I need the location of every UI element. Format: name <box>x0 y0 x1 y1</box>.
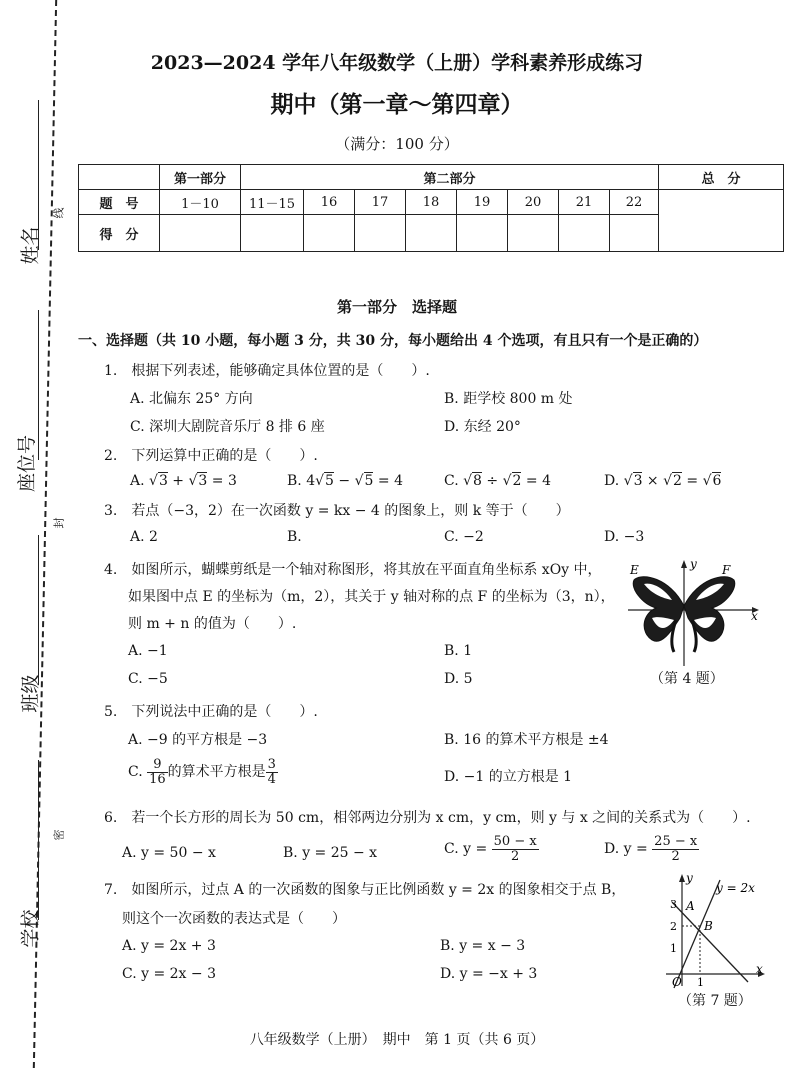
q4-fig-label-e: E <box>630 563 639 577</box>
section-instruction: 一、选择题（共 10 小题，每小题 3 分，共 30 分，每小题给出 4 个选项，有且只有一个是正确的） <box>78 333 708 349</box>
col-11-15: 11－15 <box>241 190 304 215</box>
q7-fig-tick-3: 3 <box>670 898 677 911</box>
score-cell-16[interactable] <box>304 215 355 252</box>
q6-option-c <box>444 835 539 863</box>
col-19: 19 <box>457 190 508 215</box>
q5-option-b: B. 16 的算术平方根是 ±4 <box>444 732 609 748</box>
school-underline <box>38 760 39 920</box>
q5-c-middle: 的算术平方根是 <box>167 764 266 781</box>
table-corner <box>79 165 160 190</box>
seal-mark-secret: 密 <box>52 829 66 841</box>
q4-option-b: B. 1 <box>444 643 473 659</box>
q4-fig-label-x: x <box>751 609 758 623</box>
seal-mark-seal: 封 <box>52 517 66 529</box>
q7-option-a: A. y = 2x + 3 <box>122 938 216 954</box>
q2-c-result: = 4 <box>521 473 551 489</box>
q7-fig-tick-1: 1 <box>670 942 677 955</box>
col-16: 16 <box>304 190 355 215</box>
q7-fig-tick-x1: 1 <box>697 976 704 989</box>
q2-option-c: C. √8 ÷ √2 = 4 <box>444 473 551 489</box>
q5-c-prefix: C. <box>128 764 148 781</box>
q2-b-result: = 4 <box>373 473 403 489</box>
q2-option-a: A. √3 + √3 = 3 <box>130 473 237 489</box>
section-title: 第一部分 选择题 <box>336 298 457 316</box>
seal-mark-line: 线 <box>52 207 66 219</box>
class-field-label: 班级 <box>19 674 42 713</box>
q7-fig-label-a: A <box>686 899 695 913</box>
q7-fig-label-y: y <box>686 871 693 885</box>
q7-option-c: C. y = 2x − 3 <box>122 966 216 982</box>
school-field-label: 学校 <box>19 909 42 948</box>
q5-c-fraction2: $\frac{3}{4}$ <box>267 757 276 787</box>
q2-option-d: D. √3 × √2 = √6 <box>604 473 722 489</box>
q6-c-fraction: $\frac{50 - x}{2}$ <box>493 834 537 864</box>
col-22: 22 <box>610 190 659 215</box>
q6-d-prefix: D. y = <box>604 841 653 858</box>
score-cell-21[interactable] <box>559 215 610 252</box>
q4-caption: （第 4 题） <box>650 671 724 687</box>
binding-dash-line <box>33 0 57 1068</box>
score-cell-18[interactable] <box>406 215 457 252</box>
q2-stem: 2. 下列运算中正确的是（ ）. <box>104 448 318 464</box>
q7-option-b: B. y = x − 3 <box>440 938 526 954</box>
q4-fig-label-y: y <box>690 558 697 571</box>
exam-subtitle: 期中（第一章～第四章） <box>270 91 524 118</box>
q3-stem: 3. 若点（−3，2）在一次函数 y = kx − 4 的图象上，则 k 等于（ ） <box>104 503 570 519</box>
q7-stem-line2: 则这个一次函数的表达式是（ ） <box>122 911 346 927</box>
col-20: 20 <box>508 190 559 215</box>
q4-stem-line2: 如果图中点 E 的坐标为（m，2），其关于 y 轴对称的点 F 的坐标为（3，n）， <box>128 589 615 605</box>
score-cell-22[interactable] <box>610 215 659 252</box>
q7-fig-label-line: y = 2x <box>716 881 755 895</box>
score-cell-20[interactable] <box>508 215 559 252</box>
q3-option-b: B. <box>287 529 302 545</box>
score-cell-17[interactable] <box>355 215 406 252</box>
score-table <box>78 164 784 252</box>
q4-stem-line1: 4. 如图所示，蝴蝶剪纸是一个轴对称图形，将其放在平面直角坐标系 xOy 中， <box>104 562 602 578</box>
q2-a-prefix: A. <box>130 473 150 489</box>
full-score: （满分：100 分） <box>335 135 459 153</box>
butterfly-figure <box>622 558 762 668</box>
q2-b-prefix: B. <box>287 473 307 489</box>
q4-stem-line3: 则 m + n 的值为（ ）. <box>128 616 297 632</box>
q3-option-c: C. −2 <box>444 529 484 545</box>
q6-option-a: A. y = 50 − x <box>122 845 216 861</box>
q5-option-c <box>128 758 278 786</box>
q4-fig-label-f: F <box>722 563 731 577</box>
q6-option-b: B. y = 25 − x <box>283 845 378 861</box>
name-field-label: 姓名 <box>19 226 42 265</box>
q1-option-a: A. 北偏东 25° 方向 <box>130 391 253 407</box>
q6-stem: 6. 若一个长方形的周长为 50 cm，相邻两边分别为 x cm，y cm，则 y 与 x 之间的关系式为（ ）. <box>104 810 751 826</box>
q5-stem: 5. 下列说法中正确的是（ ）. <box>104 704 318 720</box>
q5-option-d: D. −1 的立方根是 1 <box>444 769 573 785</box>
q2-d-prefix: D. <box>604 473 624 489</box>
col-18: 18 <box>406 190 457 215</box>
col-21: 21 <box>559 190 610 215</box>
score-row-label: 得 分 <box>79 215 160 252</box>
total-header: 总 分 <box>659 165 784 190</box>
q4-option-d: D. 5 <box>444 671 473 687</box>
part2-header: 第二部分 <box>241 165 659 190</box>
linear-function-figure <box>660 870 770 990</box>
q6-d-fraction: $\frac{25 - x}{2}$ <box>654 834 698 864</box>
q5-c-fraction1: $\frac{9}{16}$ <box>149 757 166 787</box>
q1-option-b: B. 距学校 800 m 处 <box>444 391 573 407</box>
q7-fig-label-x: x <box>756 962 763 976</box>
q6-c-prefix: C. y = <box>444 841 492 858</box>
q7-caption: （第 7 题） <box>678 993 752 1009</box>
q4-option-c: C. −5 <box>128 671 168 687</box>
q1-option-d: D. 东经 20° <box>444 419 521 435</box>
col-1-10: 1－10 <box>160 190 241 215</box>
q1-option-c: C. 深圳大剧院音乐厅 8 排 6 座 <box>130 419 325 435</box>
part1-header: 第一部分 <box>160 165 241 190</box>
class-underline <box>38 535 39 685</box>
score-cell-19[interactable] <box>457 215 508 252</box>
page-footer: 八年级数学（上册） 期中 第 1 页（共 6 页） <box>249 1032 545 1048</box>
total-score-cell[interactable] <box>659 190 784 252</box>
q7-fig-label-o: O <box>672 975 682 989</box>
q2-c-prefix: C. <box>444 473 464 489</box>
q7-fig-label-b: B <box>704 919 713 933</box>
q2-a-result: = 3 <box>207 473 237 489</box>
score-cell-1-10[interactable] <box>160 215 241 252</box>
q7-option-d: D. y = −x + 3 <box>440 966 538 982</box>
q3-option-a: A. 2 <box>130 529 158 545</box>
score-cell-11-15[interactable] <box>241 215 304 252</box>
q7-stem-line1: 7. 如图所示，过点 A 的一次函数的图象与正比例函数 y = 2x 的图象相交于点 B， <box>104 882 626 898</box>
q5-option-a: A. −9 的平方根是 −3 <box>128 732 268 748</box>
question-row-label: 题 号 <box>79 190 160 215</box>
q7-fig-tick-2: 2 <box>670 920 677 933</box>
exam-title: 2023—2024 学年八年级数学（上册）学科素养形成练习 <box>150 52 644 74</box>
col-17: 17 <box>355 190 406 215</box>
seat-field-label: 座位号 <box>16 434 39 493</box>
q6-option-d <box>604 835 699 863</box>
q4-option-a: A. −1 <box>128 643 168 659</box>
q2-option-b: B. 4√5 − √5 = 4 <box>287 473 403 489</box>
q3-option-d: D. −3 <box>604 529 645 545</box>
q1-stem: 1. 根据下列表述，能够确定具体位置的是（ ）. <box>104 363 430 379</box>
